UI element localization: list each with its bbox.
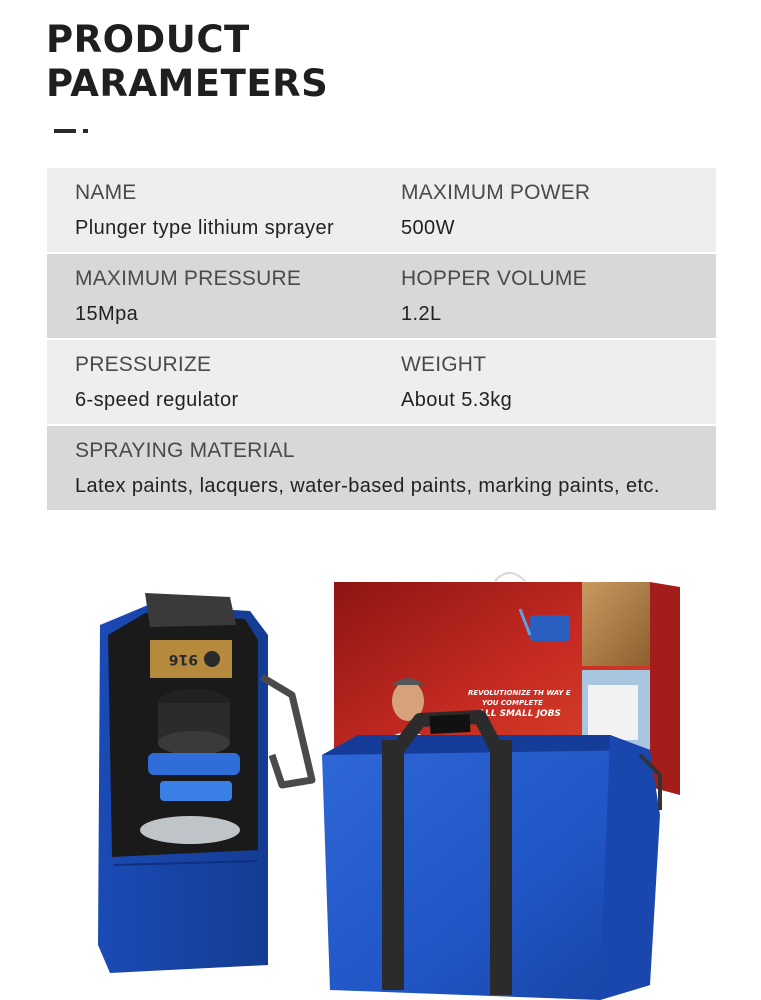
box-slogan-3: ALL SMALL JOBS (478, 709, 561, 719)
page-title (46, 18, 328, 106)
param-pressurize (75, 340, 239, 412)
param-value: Plunger type lithium sprayer (75, 217, 335, 239)
box-slogan-1: REVOLUTIONIZE TH WAY E (468, 689, 571, 697)
title-line-2: PARAMETERS (46, 62, 329, 105)
parameters-table (47, 168, 716, 512)
bag-panel-text: 916 (168, 651, 198, 667)
param-label: NAME (75, 181, 137, 204)
param-row-3 (47, 340, 716, 426)
param-maximum-pressure (75, 254, 301, 326)
param-hopper-volume (401, 254, 587, 326)
param-label: PRESSURIZE (75, 353, 212, 376)
param-label: MAXIMUM POWER (401, 181, 591, 204)
closed-carry-bag (322, 717, 660, 1000)
param-name (75, 168, 334, 240)
title-line-1: PRODUCT (46, 18, 250, 61)
param-value: 6-speed regulator (75, 389, 239, 411)
param-row-1 (47, 168, 716, 254)
param-value: 15Mpa (75, 303, 139, 325)
box-slogan-2: YOU COMPLETE (482, 699, 543, 707)
param-label: SPRAYING MATERIAL (75, 439, 295, 462)
open-carry-bag (98, 593, 312, 973)
param-maximum-power (401, 168, 590, 240)
product-photo (0, 545, 761, 1000)
param-value: 1.2L (401, 303, 442, 325)
param-label: WEIGHT (401, 353, 487, 376)
param-weight (401, 340, 512, 412)
param-row-2 (47, 254, 716, 340)
param-spraying-material (75, 426, 660, 498)
param-value: 500W (401, 217, 455, 239)
title-underline (54, 129, 76, 133)
param-value: About 5.3kg (401, 389, 513, 411)
param-row-4 (47, 426, 716, 512)
param-label: HOPPER VOLUME (401, 267, 587, 290)
param-label: MAXIMUM PRESSURE (75, 267, 302, 290)
title-underline-dot (83, 129, 88, 133)
param-value: Latex paints, lacquers, water-based paints, marking paints, etc. (75, 475, 660, 497)
